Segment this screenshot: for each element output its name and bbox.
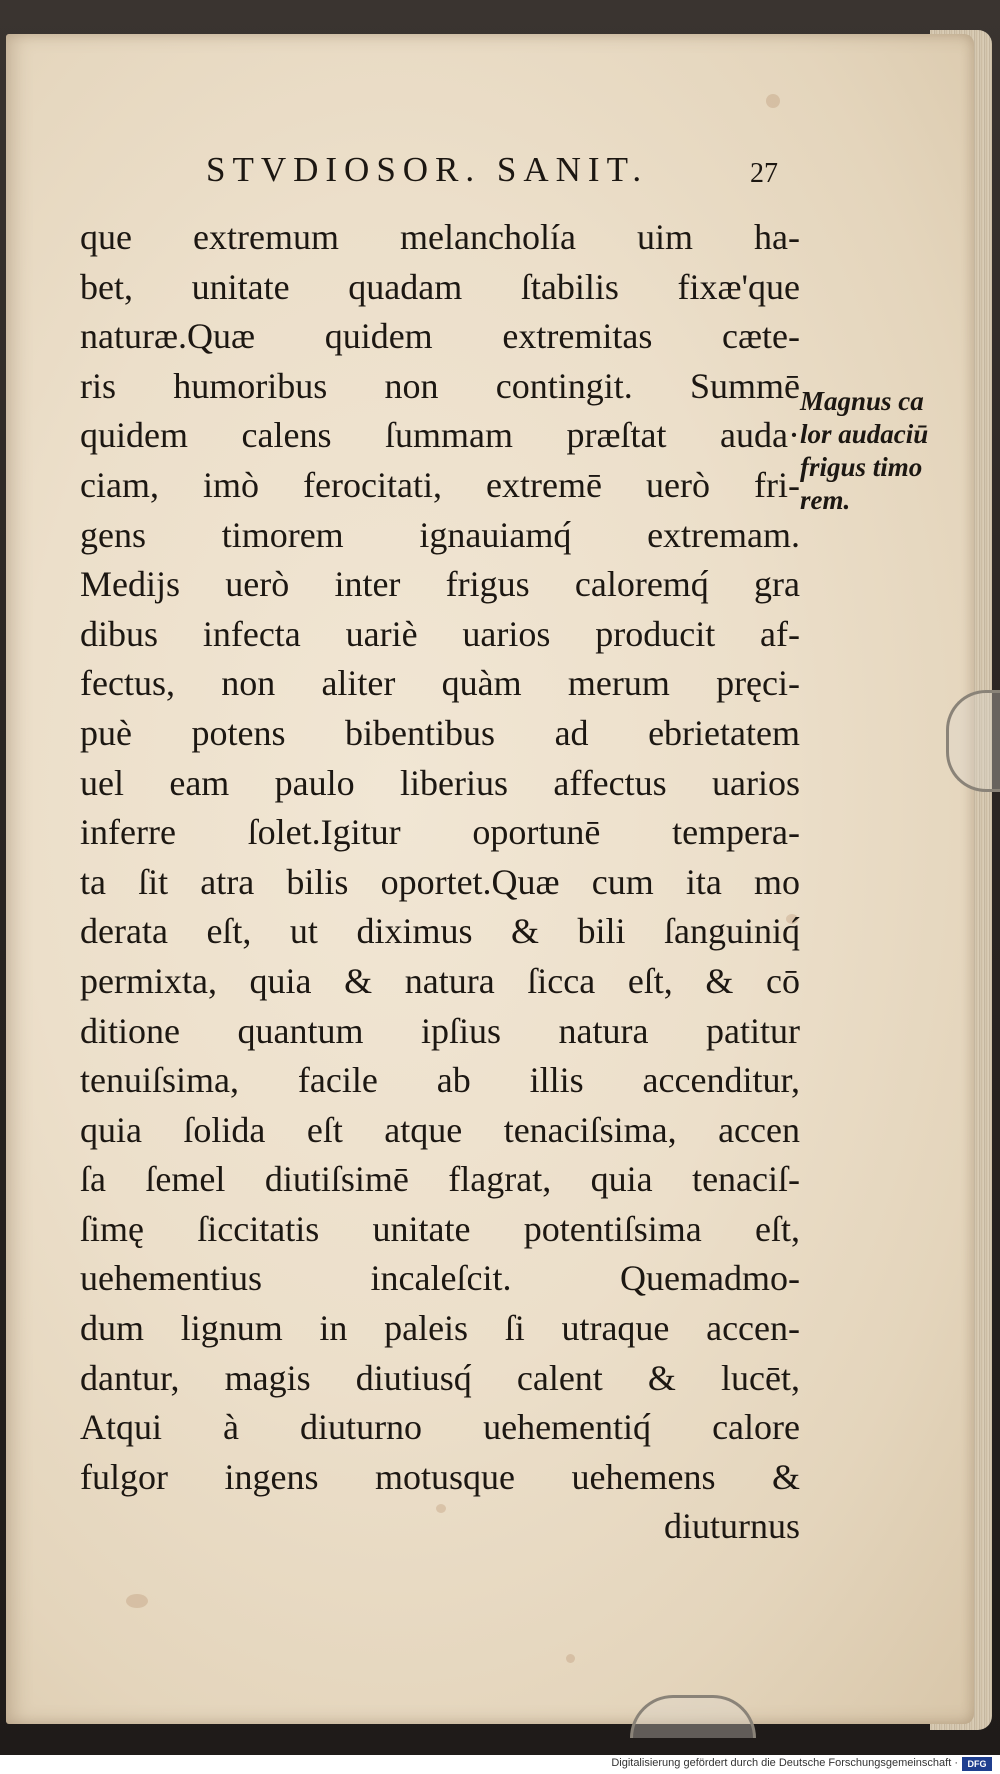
text-line: puè potens bibentibus ad ebrietatem [80, 712, 800, 753]
text-line: uehementius incaleſcit. Quemadmo- [80, 1258, 800, 1299]
text-line: ris humoribus non contingit. Summē [80, 365, 800, 406]
text-line: ſa ſemel diutiſsimē flagrat, quia tenaciſ- [80, 1159, 800, 1200]
text-line: ta ſit atra bilis oportet.Quæ cum ita mo [80, 861, 800, 902]
marginal-note-line: rem. [800, 485, 851, 515]
text-line: Medijs uerò inter frigus caloremq́ gra [80, 564, 800, 605]
text-line: bet, unitate quadam ſtabilis fixæ'que [80, 266, 800, 307]
text-line: quidem calens ſummam præſtat auda· [80, 415, 800, 456]
marginal-note-line: frigus timo [800, 452, 923, 482]
text-line: fectus, non aliter quàm merum pręci- [80, 663, 800, 704]
text-line: dum lignum in paleis ſi utraque accen- [80, 1308, 800, 1349]
text-line: uel eam paulo liberius affectus uarios [80, 762, 800, 803]
funding-credit: Digitalisierung gefördert durch die Deutsche Forschungsgemeinschaft · [611, 1757, 958, 1769]
text-line: ſimę ſiccitatis unitate potentiſsima eſt, [80, 1208, 800, 1249]
text-line: tenuiſsima, facile ab illis accenditur, [80, 1060, 800, 1101]
catchword: diuturnus [663, 1506, 800, 1547]
text-line: dibus infecta uariè uarios producit af- [80, 613, 800, 654]
marginal-note-line: lor audaciū [800, 419, 929, 449]
text-line: permixta, quia & natura ſicca eſt, & cō [80, 960, 800, 1001]
running-head: STVDIOSOR. SANIT. [206, 150, 649, 189]
body-text [80, 213, 800, 1552]
text-line: quia ſolida eſt atque tenaciſsima, accen [80, 1109, 800, 1150]
page-number: 27 [750, 158, 778, 189]
dfg-logo: DFG [962, 1757, 992, 1771]
text-line: ciam, imò ferocitati, extremē uerò fri- [80, 464, 800, 505]
text-line: gens timorem ignauiamq́ extremam. [80, 514, 800, 555]
text-line: derata eſt, ut diximus & bili ſanguiniq́ [80, 911, 800, 952]
marginal-note-line: Magnus ca [800, 386, 924, 416]
text-line: inferre ſolet.Igitur oportunē tempera- [80, 812, 800, 853]
text-line: que extremum melancholía uim ha- [80, 217, 800, 257]
marginal-note [800, 385, 960, 517]
text-line: naturæ.Quæ quidem extremitas cæte- [80, 316, 800, 357]
text-line: ditione quantum ipſius natura patitur [80, 1010, 800, 1051]
text-line: Atqui à diuturno uehementiq́ calore [80, 1407, 800, 1448]
text-line: dantur, magis diutiusq́ calent & lucēt, [80, 1357, 800, 1398]
text-line: fulgor ingens motusque uehemens & [80, 1456, 800, 1497]
